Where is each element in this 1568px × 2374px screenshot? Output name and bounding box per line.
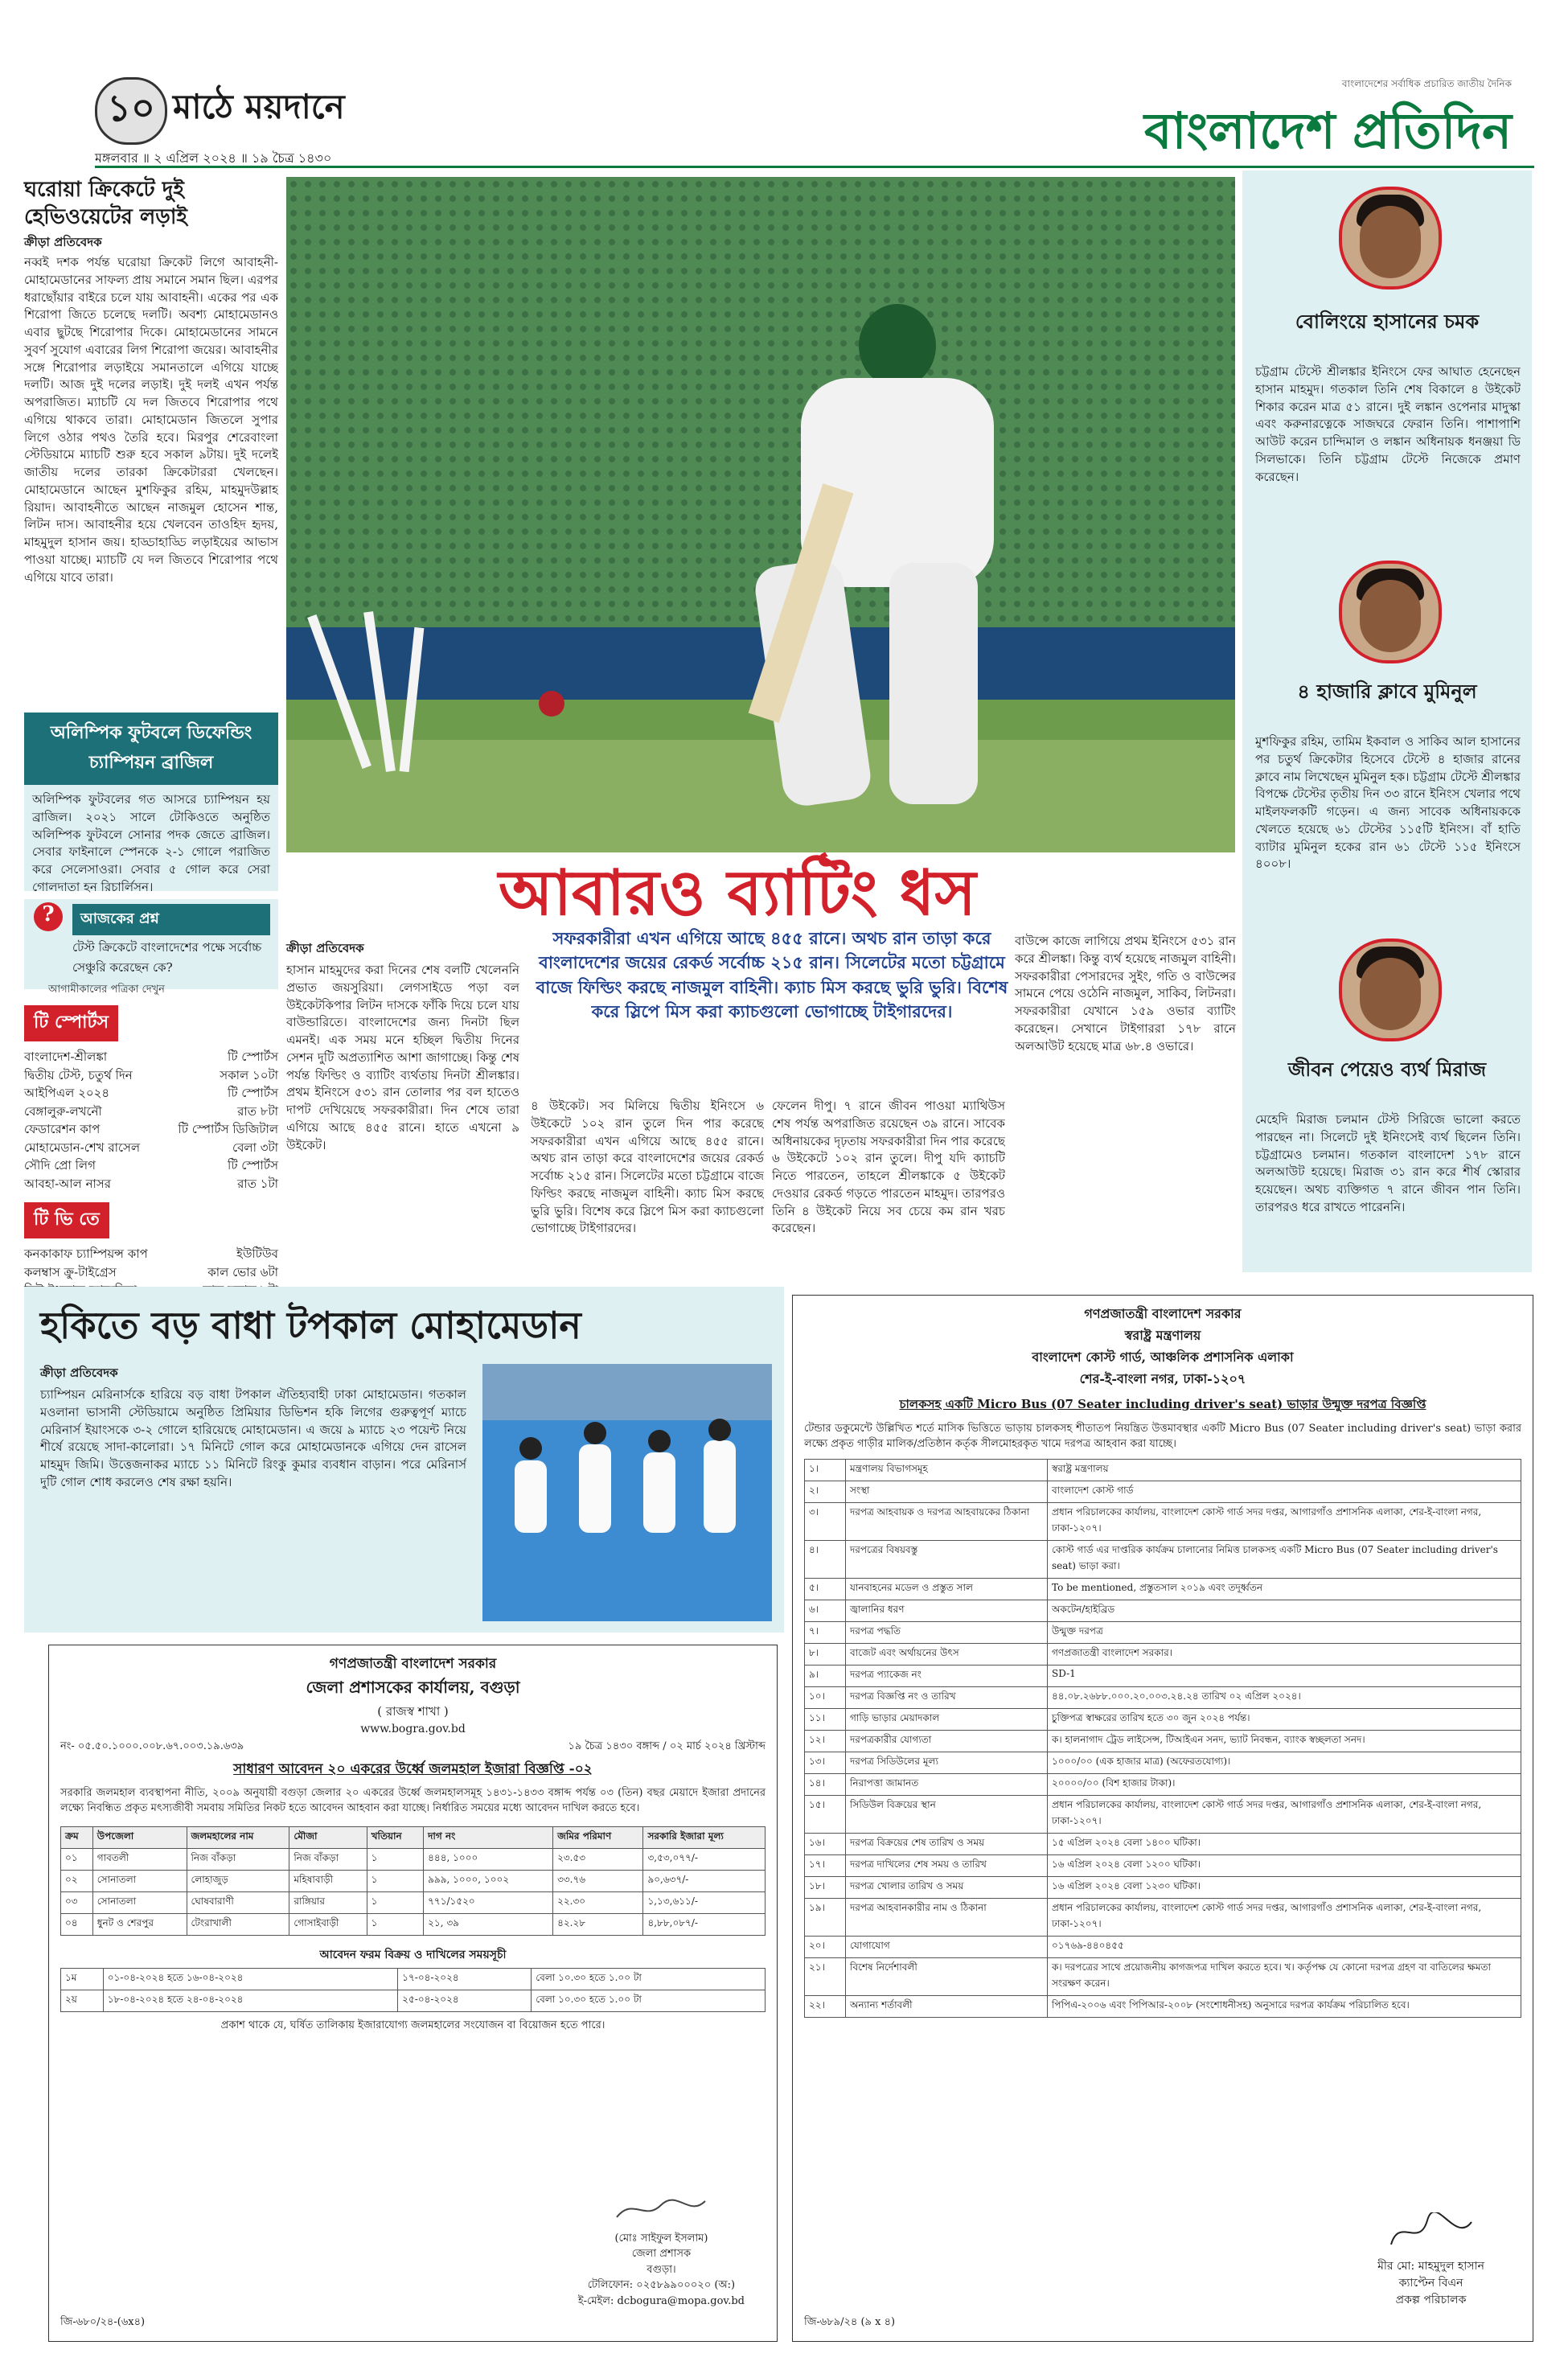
schedule-event: কলম্বাস ক্রু-টাইগ্রেস (24, 1264, 117, 1279)
row-number: ১। (805, 1459, 846, 1481)
table-cell: ১ (367, 1913, 423, 1935)
table-cell: বেলা ১০.৩০ হতে ১.০০ টা (532, 1990, 766, 2011)
table-cell: ০৪ (61, 1913, 93, 1935)
table-cell: গাবতলী (92, 1848, 187, 1870)
table-cell: ২৫-০৪-২০২৪ (398, 1990, 532, 2011)
table-row (805, 1773, 1521, 1795)
row-key: সংস্থা (846, 1481, 1048, 1502)
table-cell: নিজ বাঁকড়া (187, 1848, 289, 1870)
table-cell: বেলা ১০.৩০ হতে ১.০০ টা (532, 1968, 766, 1990)
row-key: নিরাপত্তা জামানত (846, 1773, 1048, 1795)
table-cell: ৩৩.৭৬ (553, 1870, 643, 1891)
table-cell: ৭৭১/১৫২০ (424, 1891, 553, 1913)
ad-l-sched-head: আবেদন ফরম বিক্রয় ও দাখিলের সময়সূচী (319, 1948, 507, 1961)
row-value: প্রধান পরিচালকের কার্যালয়, বাংলাদেশ কোস্ট গার্ড সদর দপ্তর, আগারগাঁও প্রশাসনিক এলাকা, শের-ই-বাংলা নগর, ঢাকা-১২০৭। (1048, 1502, 1521, 1540)
signature-icon (613, 2193, 709, 2225)
ad-r-sig-title: প্রকল্প পরিচালক (1395, 2294, 1467, 2306)
quiz-box (24, 899, 278, 996)
schedule-row (24, 1175, 278, 1193)
table-header-cell: মৌজা (289, 1826, 367, 1848)
table-cell: ১ (367, 1848, 423, 1870)
table-cell: টেংরাখালী (187, 1913, 289, 1935)
avatar-miraz (1339, 939, 1442, 1041)
story2-body: অলিম্পিক ফুটবলের গত আসরে চ্যাম্পিয়ন হয় ব্রাজিল। ২০২১ সালে টোকিওতে অনুষ্ঠিত অলিম্পিক ফুটবলে সোনার পদক জেতে ব্রাজিল। সেবার ফাইনালে স্পেনকে ২-১ গোলে পরাজিত করে সেলেসাওরা। সেবার ৫ গোল করে সেরা গোলদাতা হন রিচার্লিসন। (32, 792, 270, 894)
table-row (805, 1995, 1521, 2017)
table-row (61, 1913, 766, 1935)
table-header-cell: খতিয়ান (367, 1826, 423, 1848)
row-value: উন্মুক্ত দরপত্র (1048, 1621, 1521, 1643)
table-header-cell: দাগ নং (424, 1826, 553, 1848)
avatar-mominul (1339, 561, 1442, 663)
row-value: ৪৪.০৮.২৬৮৮.০০০.২০.০০৩.২৪.২৪ তারিখ ০২ এপ্রিল ২০২৪। (1048, 1686, 1521, 1708)
sidebar-body-2: মুশফিকুর রহিম, তামিম ইকবাল ও সাকিব আল হাসানের পর চতুর্থ ক্রিকেটার হিসেবে টেস্টে ৪ হাজার রানের ক্লাবে নাম লিখেছেন মুমিনুল হক। চট্টগ্রাম টেস্টে শ্রীলঙ্কার বিপক্ষে টেস্টের তৃতীয় দিন ৩৩ রানে ইনিংস খেলার পথে মাইলফলকটি গড়েন। এ জন্য সাবেক অধিনায়ককে খেলতে হয়েছে ৬১ টেস্টের ১১৫টি ইনিংস। বাঁ হাতি ব্যাটার মুমিনুল হকের রান ৬১ টেস্টে ১১৫ ইনিংসে ৪০০৮। (1255, 734, 1521, 872)
ad-l-title: সাধারণ আবেদন ২০ একরের উর্ধ্বে জলমহাল ইজারা বিজ্ঞপ্তি -০২ (233, 1761, 593, 1777)
table-cell: ২২.৩০ (553, 1891, 643, 1913)
row-key: দরপত্র আহবায়ক ও দরপত্র আহবায়কের ঠিকানা (846, 1502, 1048, 1540)
page-date: মঙ্গলবার ॥ ২ এপ্রিল ২০২৪ ॥ ১৯ চৈত্র ১৪৩০ (95, 150, 332, 166)
row-number: ১৫। (805, 1795, 846, 1833)
table-cell: ১ (367, 1891, 423, 1913)
schedule-channel: বেলা ৩টা (232, 1140, 278, 1155)
row-key: যানবাহনের মডেল ও প্রস্তুত সাল (846, 1578, 1048, 1600)
story2-headline[interactable]: অলিম্পিক ফুটবলে ডিফেন্ডিং চ্যাম্পিয়ন ব্রাজিল (24, 713, 278, 785)
sidebar-head-2[interactable]: ৪ হাজারি ক্লাবে মুমিনুল (1297, 680, 1477, 703)
lead-photo (286, 177, 1235, 852)
row-value: কোস্ট গার্ড এর দাপ্তরিক কার্যক্রম চালানোর নিমিত্ত চালকসহ একটি Micro Bus (07 Seater including driver's seat) ভাড়া করা। (1048, 1540, 1521, 1578)
table-cell: ৪২.২৮ (553, 1913, 643, 1935)
ad-r-sig-rank: ক্যাপ্টেন বিএন (1398, 2277, 1463, 2290)
table-row (805, 1898, 1521, 1936)
sidebar-body-1: চট্টগ্রাম টেস্টে শ্রীলঙ্কার ইনিংসে ফের আঘাত হেনেছেন হাসান মাহমুদ। গতকাল তিনি শেষ বিকালে ৪ উইকেট শিকার করেন মাত্র ৫১ রানে। দুই লঙ্কান ওপেনার মাদুস্কা এবং করুনারত্নেকে সাজঘরে ফেরান তিনি। পাশাপাশি আউট করেন চান্দিমাল ও লঙ্কান অধিনায়ক ধনঞ্জয়া ডি সিলভাকে। তিনি চট্টগ্রাম টেস্টে নিজেকে প্রমাণ করেছেন। (1255, 364, 1521, 484)
ad-r-addr: শের-ই-বাংলা নগর, ঢাকা-১২০৭ (1079, 1371, 1246, 1386)
schedule-channel: সকাল ১০টা (220, 1067, 278, 1082)
table-cell: লোহাজুড় (187, 1870, 289, 1891)
table-row (805, 1957, 1521, 1995)
ad-l-sig-place: বগুড়া। (646, 2263, 676, 2276)
row-value: চুক্তিপত্র স্বাক্ষরের তারিখ হতে ৩০ জুন ২০২৪ পর্যন্ত। (1048, 1708, 1521, 1730)
row-value: To be mentioned, প্রস্তুতসাল ২০১৯ এবং তদূর্ধ্বতন (1048, 1578, 1521, 1600)
schedule-channel: টি স্পোর্টস ডিজিটাল (178, 1122, 278, 1136)
tv-tag: টি স্পোর্টস (24, 1005, 118, 1041)
quiz-head: আজকের প্রশ্ন (72, 904, 270, 935)
table-row (805, 1600, 1521, 1621)
ad-l-code: জি-৬৮০/২৪-(৬x৪) (60, 2316, 146, 2328)
table-row (805, 1876, 1521, 1898)
ad-l-date2: ০২ মার্চ ২০২৪ খ্রিস্টাব্দ (669, 1740, 766, 1752)
schedule-channel: টি স্পোর্টস (228, 1086, 278, 1100)
row-key: দরপত্রের বিষয়বস্তু (846, 1540, 1048, 1578)
table-cell: রাঙ্গিয়ার (289, 1891, 367, 1913)
row-value: গণপ্রজাতন্ত্রী বাংলাদেশ সরকার। (1048, 1643, 1521, 1665)
lead-headline[interactable]: আবারও ব্যাটিং ধস (499, 856, 976, 930)
table-cell: ধুনট ও শেরপুর (92, 1913, 187, 1935)
sidebar-head-1[interactable]: বোলিংয়ে হাসানের চমক (1295, 310, 1480, 333)
row-key: সিডিউল বিক্রয়ের স্থান (846, 1795, 1048, 1833)
schedule-row (24, 1120, 278, 1139)
schedule-channel: কাল ভোর ৬টা (207, 1264, 278, 1279)
row-number: ৭। (805, 1621, 846, 1643)
row-key: গাড়ি ভাড়ার মেয়াদকাল (846, 1708, 1048, 1730)
row-number: ৩। (805, 1502, 846, 1540)
table-cell: নিজ বাঁকড়া (289, 1848, 367, 1870)
lead-byline: ক্রীড়া প্রতিবেদক (286, 941, 364, 955)
ad-l-office: জেলা প্রশাসকের কার্যালয়, বগুড়া (306, 1678, 520, 1697)
ad-r-ministry: স্বরাষ্ট্র মন্ত্রণালয় (1124, 1328, 1201, 1343)
row-key: দরপত্র বিক্রয়ের শেষ তারিখ ও সময় (846, 1833, 1048, 1854)
schedule-channel: টি স্পোর্টস (228, 1158, 278, 1173)
row-number: ১৯। (805, 1898, 846, 1936)
section-title: মাঠে ময়দানে (173, 87, 345, 126)
story1-headline[interactable]: ঘরোয়া ক্রিকেটে দুই হেভিওয়েটের লড়াই (24, 178, 187, 229)
schedule-row (24, 1048, 278, 1066)
table-cell: ০১ (61, 1848, 93, 1870)
ad-r-sig-name: মীর মো: মাহমুদুল হাসান (1377, 2260, 1484, 2273)
row-number: ১৭। (805, 1854, 846, 1876)
row-key: মন্ত্রণালয় বিভাগসমূহ (846, 1459, 1048, 1481)
row-value: স্বরাষ্ট্র মন্ত্রণালয় (1048, 1459, 1521, 1481)
schedule-event: মোহামেডান-শেখ রাসেল (24, 1140, 141, 1155)
table-row (805, 1502, 1521, 1540)
row-value: ১৬ এপ্রিল ২০২৪ বেলা ১২০০ ঘটিকা। (1048, 1854, 1521, 1876)
table-header-cell: ক্রম (61, 1826, 93, 1848)
row-number: ৪। (805, 1540, 846, 1578)
ad-r-intro: টেন্ডার ডকুমেন্টে উল্লিখিত শর্তে মাসিক ভিত্তিতে ভাড়ায় চালকসহ শীতাতপ নিয়ন্ত্রিত উত্তমাবস্থার একটি Micro Bus (07 Seater including driver's seat) ভাড়া করার লক্ষ্যে প্রকৃত গাড়ীর মালিক/প্রতিষ্ঠান কর্তৃক সীলমোহরকৃত খামে দরপত্র আহবান করা যাচ্ছে। (804, 1423, 1521, 1450)
schedule-channel: রাত ১টা (237, 1176, 278, 1191)
row-value: ক। হালনাগাদ ট্রেড লাইসেন্স, টিআইএন সনদ, ভ্যাট নিবন্ধন, ব্যাংক স্বচ্ছলতা সনদ। (1048, 1730, 1521, 1752)
table-cell: সোনাতলা (92, 1891, 187, 1913)
ad-l-sig-title: জেলা প্রশাসক (631, 2248, 692, 2260)
table-row (805, 1708, 1521, 1730)
ad-r-org: গণপ্রজাতন্ত্রী বাংলাদেশ সরকার (1084, 1306, 1242, 1321)
row-key: দরপত্র বিজ্ঞপ্তি নং ও তারিখ (846, 1686, 1048, 1708)
schedule-channel: রাত ৮টা (237, 1103, 278, 1119)
table-header-cell: জমির পরিমাণ (553, 1826, 643, 1848)
lead-col2: ৪ উইকেট। সব মিলিয়ে দ্বিতীয় ইনিংসে ৬ উইকেটে ১০২ রান তুলে দিন পার করেছে সফরকারীরা এখন এগিয়ে আছে ৪৫৫ রানে। অথচ রান তাড়া করে বাংলাদেশের জয়ের রেকর্ড সর্বোচ্চ ২১৫ রান। সিলেটের মতো চট্টগ্রামে বাজে ফিল্ডিং করছে নাজমুল বাহিনী। ক্যাচ মিস করছে ভুরি ভুরি। বিশেষ করে স্লিপে মিস করা ক্যাচগুলো ভোগাচ্ছে টাইগারদের। (531, 1099, 764, 1236)
hockey-body: চ্যাম্পিয়ন মেরিনার্সকে হারিয়ে বড় বাধা টপকাল ঐতিহ্যবাহী ঢাকা মোহামেডান। গতকাল মওলানা ভাসানী স্টেডিয়ামে অনুষ্ঠিত প্রিমিয়ার ডিভিশন হকি লিগের গুরুত্বপূর্ণ ম্যাচে মেরিনার্স ইয়াংসকে ৩-২ গোলে হারিয়েছে মোহামেডান। এ জয়ে ৯ ম্যাচে ২৩ পয়েন্ট নিয়ে শীর্ষে রয়েছে সাদা-কালোরা। ১৭ মিনিটে গোল করে মোহামেডানকে এগিয়ে দেন রাসেল মাহমুদ জিমি। উত্তেজনাকর ম্যাচে ১১ মিনিটে রিংকু কুমার ব্যবধান বাড়ান। পরে মেরিনার্স দুটি গোল শোধ করলেও শেষ রক্ষা হয়নি। (40, 1387, 466, 1489)
schedule-event: কনকাকাফ চ্যাম্পিয়ন্স কাপ (24, 1247, 148, 1261)
schedule-event: দ্বিতীয় টেস্ট, চতুর্থ দিন (24, 1067, 133, 1082)
table-row (805, 1665, 1521, 1686)
quiz-question: টেস্ট ক্রিকেটে বাংলাদেশের পক্ষে সর্বোচ্চ সেঞ্চুরি করেছেন কে? (72, 940, 262, 975)
table-cell: ২৩.৫৩ (553, 1848, 643, 1870)
table-header-cell: উপজেলা (92, 1826, 187, 1848)
table-cell: গোসাইবাড়ী (289, 1913, 367, 1935)
table-row (805, 1686, 1521, 1708)
table-cell: মহিষাবাড়ী (289, 1870, 367, 1891)
table-row (805, 1795, 1521, 1833)
table-cell: ২য় (61, 1990, 104, 2011)
row-number: ১১। (805, 1708, 846, 1730)
ad-r-title: চালকসহ একটি Micro Bus (07 Seater including driver's seat) ভাড়ার উন্মুক্ত দরপত্র বিজ্ঞপ্তি (899, 1397, 1426, 1411)
row-key: দরপত্র আহবানকারীর নাম ও ঠিকানা (846, 1898, 1048, 1936)
row-value: অকটেন/হাইব্রিড (1048, 1600, 1521, 1621)
table-row (805, 1621, 1521, 1643)
schedule-row (24, 1103, 278, 1121)
hockey-headline[interactable]: হকিতে বড় বাধা টপকাল মোহামেডান (40, 1304, 581, 1347)
ad-l-sig-name: (মোঃ সাইফুল ইসলাম) (614, 2232, 708, 2245)
row-number: ১৪। (805, 1773, 846, 1795)
table-cell: ৪৪৪, ১০০০ (424, 1848, 553, 1870)
row-number: ৮। (805, 1643, 846, 1665)
ad-bogura: গণপ্রজাতন্ত্রী বাংলাদেশ সরকার জেলা প্রশাসকের কার্যালয়, বগুড়া ( রাজস্ব শাখা ) www.bogra.gov.bd নং- ০৫.৫০.১০০০.০০৮.৬৭.০০৩.১৯.৬৩৯ ১৯ চৈত্র ১৪৩০ বঙ্গাব্দ / ০২ মার্চ ২০২৪ খ্রিস্টাব্দ সাধারণ আবেদন ২০ একরের উর্ধ্বে জলমহাল ইজারা বিজ্ঞপ্তি -০২ সরকারি জলমহাল ব্যবস্থাপনা নীতি, ২০০৯ অনুযায়ী বগুড়া জেলার ২০ একরের উর্ধ্বে জলমহালসমূহ ১৪৩১-১৪৩৩ বঙ্গাব্দ পর্যন্ত ০৩ (তিন) বছর মেয়াদে ইজারা প্রদানের লক্ষ্যে নিবন্ধিত প্রকৃত মৎস্যজীবী সমবায় সমিতির নিকট হতে আবেদন আহবান করা যাচ্ছে। নির্ধারিত সময়ের মধ্যে আবেদন দাখিল করতে হবে। ক্রম উপজেলা জলমহালের নাম মৌজা খতিয়ান দাগ নং জমির পরিমাণ সরকারি ইজারা মূল্য ০১ গাবতলী নিজ বাঁকড়া নিজ বাঁকড়া ১ ৪৪৪, ১০০০ ২৩.৫৩ ৩,৫৩,০৭৭/- ০২ সোনাতলা লোহাজুড় মহিষাবাড়ী ১ ৯৯৯, ১০০০, ১০০২ ৩৩.৭৬ ৯০,৬৩৭/- ০৩ সোনাতলা ঘোষবারাণী রাঙ্গিয়ার ১ ৭৭১/১৫২০ ২২.৩০ ১,১৩,৬১১/- ০৪ ধুনট ও শেরপুর টেংরাখালী গোসাইবাড়ী ১ ২১, ৩৯ ৪২.২৮ ৪,৮৮,০৮৭/- আবেদন ফরম বিক্রয় ও দাখিলের সময়সূচী ১ম ০১-০৪-২০২৪ হতে ১৬-০৪-২০২৪ ১৭-০৪-২০২৪ বেলা ১০.৩০ হতে ১.০০ টা ২য় ১৮-০৪-২০২৪ হতে ২৪-০৪-২০২৪ ২৫-০৪-২০২৪ বেলা ১০.৩০ হতে ১.০০ টা প্রকাশ থাকে যে, ঘর্ষিত তালিকায় ইজারাযোগ্য জলমহালের সংযোজন বা বিয়োজন হতে পারে। (মোঃ সাইফুল ইসলাম) জেলা প্রশাসক বগুড়া। টেলিফোন: ০২৫৮৯৯০০০২০ (অ:) ই-মেইল: dcbogura@mopa.gov.bd জি-৬৮০/২৪-(৬x৪) (48, 1645, 778, 2342)
lead-deck: সফরকারীরা এখন এগিয়ে আছে ৪৫৫ রানে। অথচ রান তাড়া করে বাংলাদেশের জয়ের রেকর্ড সর্বোচ্চ ২১৫ রান। সিলেটের মতো চট্টগ্রামে বাজে ফিল্ডিং করছে নাজমুল বাহিনী। ক্যাচ মিস করছে ভুরি ভুরি। বিশেষ করে স্লিপে মিস করা ক্যাচগুলো ভোগাচ্ছে টাইগারদের। (536, 928, 1008, 1022)
ad-l-org: গণপ্রজাতন্ত্রী বাংলাদেশ সরকার (329, 1656, 497, 1672)
signature-icon (1383, 2212, 1480, 2253)
row-key: যোগাযোগ (846, 1936, 1048, 1957)
tv2-tag: টি ভি তে (24, 1202, 109, 1238)
row-key: দরপত্র সিডিউলের মূল্য (846, 1752, 1048, 1773)
row-key: দরপত্র প্যাকেজ নং (846, 1665, 1048, 1686)
table-row (805, 1643, 1521, 1665)
table-row (805, 1854, 1521, 1876)
table-row (805, 1481, 1521, 1502)
row-value: SD-1 (1048, 1665, 1521, 1686)
table-row (61, 1968, 766, 1990)
table-cell: ১৮-০৪-২০২৪ হতে ২৪-০৪-২০২৪ (103, 1990, 397, 2011)
row-value: ক। দরপত্রের সাথে প্রয়োজনীয় কাগজপত্র দাখিল করতে হবে। খ। কর্তৃপক্ষ যে কোনো দরপত্র গ্রহণ বা বাতিলের ক্ষমতা সংরক্ষণ করেন। (1048, 1957, 1521, 1995)
row-value: প্রধান পরিচালকের কার্যালয়, বাংলাদেশ কোস্ট গার্ড সদর দপ্তর, আগারগাঁও প্রশাসনিক এলাকা, শের-ই-বাংলা নগর, ঢাকা-১২০৭। (1048, 1795, 1521, 1833)
schedule-row (24, 1263, 278, 1282)
row-number: ১৬। (805, 1833, 846, 1854)
question-icon: ? (34, 902, 63, 931)
lead-col3: ফেলেন দীপু। ৭ রানে জীবন পাওয়া ম্যাথিউস শেষ পর্যন্ত অপরাজিত রয়েছেন ৩৯ রানে। সাবেক অধিনায়কের দৃঢ়তায় সফরকারীরা দিন পার করেছে ৬ উইকেটে ১০২ রান তুলে। দীপু যদি ক্যাচটি নিতে পারতেন, তাহলে শ্রীলঙ্কাকে ৫ উইকেট দেওয়ার রেকর্ড গড়তে পারতেন মাহমুদ। তারপরও তিনি ৪ উইকেট নিয়ে সব চেয়ে কম রান খরচ করেছেন। (772, 1099, 1005, 1236)
row-value: ২০০০০/০০ (বিশ হাজার টাকা)। (1048, 1773, 1521, 1795)
table-cell: ০২ (61, 1870, 93, 1891)
row-value: পিপিএ-২০০৬ এবং পিপিআর-২০০৮ (সংশোধনীসহ) অনুসারে দরপত্র কার্যক্রম পরিচালিত হবে। (1048, 1995, 1521, 2017)
row-key: দরপত্র পদ্ধতি (846, 1621, 1048, 1643)
header-rule (95, 166, 1534, 168)
ad-l-phone: টেলিফোন: ০২৫৮৯৯০০০২০ (অ:) (587, 2279, 736, 2291)
row-value: বাংলাদেশ কোস্ট গার্ড (1048, 1481, 1521, 1502)
table-row (805, 1833, 1521, 1854)
row-number: ১৮। (805, 1876, 846, 1898)
schedule-event: বেঙ্গালুরু-লখনৌ (24, 1103, 102, 1119)
table-cell: ১ (367, 1870, 423, 1891)
table-row (805, 1936, 1521, 1957)
cricket-batsman-bowled-image (286, 177, 1235, 852)
hockey-byline: ক্রীড়া প্রতিবেদক (40, 1366, 118, 1380)
row-number: ৬। (805, 1600, 846, 1621)
ad-l-email[interactable]: ই-মেইল: dcbogura@mopa.gov.bd (577, 2294, 745, 2307)
table-cell: ৩,৫৩,০৭৭/- (643, 1848, 766, 1870)
ad-coast-guard (792, 1295, 1533, 2342)
row-number: ২। (805, 1481, 846, 1502)
table-header-cell: সরকারি ইজারা মূল্য (643, 1826, 766, 1848)
masthead-title: বাংলাদেশ প্রতিদিন (1144, 101, 1512, 160)
ad-l-web[interactable]: www.bogra.gov.bd (360, 1723, 466, 1735)
row-key: অন্যান্য শর্তাবলী (846, 1995, 1048, 2017)
table-row (805, 1730, 1521, 1752)
ad-r-table (804, 1459, 1521, 2018)
table-cell: ৪,৮৮,০৮৭/- (643, 1913, 766, 1935)
table-cell: ২১, ৩৯ (424, 1913, 553, 1935)
schedule-event: আইপিএল ২০২৪ (24, 1086, 110, 1100)
ad-l-date1: ১৯ চৈত্র ১৪৩০ বঙ্গাব্দ (568, 1740, 660, 1752)
lead-col1: হাসান মাহমুদের করা দিনের শেষ বলটি খেলেননি প্রভাত জয়সুরিয়া। লেগসাইডে পড়া বল উইকেটকিপার লিটন দাসকে ফাঁকি দিয়ে চলে যায় বাউন্ডারিতে। বাংলাদেশের জন্য দিনটা ছিল এমনই। এক সময় মনে হচ্ছিল দ্বিতীয় দিনের সেশন দুটি অপ্রত্যাশিত আশা জাগাচ্ছে। কিন্তু শেষ পর্যন্ত ফিল্ডিং ও ব্যাটিং ব্যর্থতায় দিনটা শ্রীলঙ্কার। প্রথম ইনিংসে ৫৩১ রান তোলার পর বল হাতেও দাপট দেখিয়েছে সফরকারীরা। দিন শেষে তারা এগিয়ে আছে ৪৫৫ রানে। হাতে এখনো ৯ উইকেট। (286, 963, 519, 1152)
table-cell: সোনাতলা (92, 1870, 187, 1891)
quiz-note: আগামীকালের পত্রিকা দেখুন (48, 984, 165, 996)
row-number: ৯। (805, 1665, 846, 1686)
table-row (61, 1848, 766, 1870)
lead-col4: বাউন্সে কাজে লাগিয়ে প্রথম ইনিংসে ৫৩১ রান করে শ্রীলঙ্কা। কিন্তু ব্যর্থ হয়েছে নাজমুল বাহিনী। সফরকারীরা পেসারদের সুইং, গতি ও বাউন্সের সামনে পেয়ে ওঠেনি নাজমুল, সাকিব, লিটনরা। সফরকারীরা যেখানে ১৫৯ ওভার ব্যাটিং করেছেন। সেখানে টাইগাররা ১৭৮ রানে অলআউট হয়েছে মাত্র ৬৮.৪ ওভারে। (1015, 934, 1236, 1054)
hockey-players-image (482, 1364, 772, 1621)
row-key: জ্বালানির ধরণ (846, 1600, 1048, 1621)
table-header-row (61, 1826, 766, 1848)
row-value: ১০০০/০০ (এক হাজার মাত্র) (অফেরতযোগ্য)। (1048, 1752, 1521, 1773)
table-cell: ৯৯৯, ১০০০, ১০০২ (424, 1870, 553, 1891)
table-cell: ১,১৩,৬১১/- (643, 1891, 766, 1913)
table-cell: ০৩ (61, 1891, 93, 1913)
schedule-row (24, 1084, 278, 1103)
schedule-channel: টি স্পোর্টস (228, 1049, 278, 1064)
row-number: ১৩। (805, 1752, 846, 1773)
table-row (61, 1891, 766, 1913)
ad-l-footer: প্রকাশ থাকে যে, ঘর্ষিত তালিকায় ইজারাযোগ্য জলমহালের সংযোজন বা বিয়োজন হতে পারে। (220, 2019, 605, 2031)
table-row (805, 1459, 1521, 1481)
ad-l-sched-table (60, 1968, 766, 2012)
row-number: ১২। (805, 1730, 846, 1752)
row-value: প্রধান পরিচালকের কার্যালয়, বাংলাদেশ কোস্ট গার্ড সদর দপ্তর, আগারগাঁও প্রশাসনিক এলাকা, শের-ই-বাংলা নগর, ঢাকা-১২০৭। (1048, 1898, 1521, 1936)
schedule-channel: ইউটিউব (236, 1247, 278, 1261)
schedule-row (24, 1156, 278, 1175)
page-number: ১০ (95, 77, 167, 145)
story2-box (24, 713, 278, 894)
masthead-tagline: বাংলাদেশের সর্বাধিক প্রচারিত জাতীয় দৈনিক (1341, 78, 1512, 89)
ad-l-body: সরকারি জলমহাল ব্যবস্থাপনা নীতি, ২০০৯ অনুযায়ী বগুড়া জেলার ২০ একরের উর্ধ্বে জলমহালসমূহ ১৪৩১-১৪৩৩ বঙ্গাব্দ পর্যন্ত ০৩ (তিন) বছর মেয়াদে ইজারা প্রদানের লক্ষ্যে নিবন্ধিত প্রকৃত মৎস্যজীবী সমবায় সমিতির নিকট হতে আবেদন আহবান করা যাচ্ছে। নির্ধারিত সময়ের মধ্যে আবেদন দাখিল করতে হবে। (60, 1787, 766, 1814)
schedule-row (24, 1139, 278, 1157)
schedule-row (24, 1245, 278, 1263)
row-value: ১৬ এপ্রিল ২০২৪ বেলা ১২৩০ ঘটিকা। (1048, 1876, 1521, 1898)
row-key: বাজেট এবং অর্থায়নের উৎস (846, 1643, 1048, 1665)
sidebar-head-3[interactable]: জীবন পেয়েও ব্যর্থ মিরাজ (1287, 1058, 1487, 1081)
table-cell: ১ম (61, 1968, 104, 1990)
tv-rows (24, 1048, 278, 1193)
avatar-hasan (1339, 187, 1442, 290)
row-key: দরপত্র খোলার তারিখ ও সময় (846, 1876, 1048, 1898)
ad-r-code: জি-৬৮৯/২৪ (৯ x ৪) (804, 2316, 896, 2328)
schedule-event: ফেডারেশন কাপ (24, 1122, 101, 1136)
row-number: ৫। (805, 1578, 846, 1600)
masthead[interactable] (1144, 77, 1512, 176)
row-value: ০১৭৬৯-৪৪০৪৫৫ (1048, 1936, 1521, 1957)
story1-byline: ক্রীড়া প্রতিবেদক (24, 235, 102, 249)
tv-schedule (24, 1005, 278, 1300)
sidebar-body-3: মেহেদি মিরাজ চলমান টেস্ট সিরিজে ভালো করতে পারছেন না। সিলেটে দুই ইনিংসেই ব্যর্থ ছিলেন তিনি। চট্টগ্রামেও চলমান। গতকাল বাংলাদেশ ১৭৮ রানে অলআউট হয়েছে। মিরাজ ৩১ রান করে শীর্ষ স্কোরার হয়েছেন। অথচ ব্যক্তিগত ৭ রানে জীবন পান তিনি। তারপরও ধরে রাখতে পারেননি। (1255, 1112, 1521, 1214)
ad-l-branch: ( রাজস্ব শাখা ) (377, 1704, 449, 1719)
schedule-event: সৌদি প্রো লিগ (24, 1158, 96, 1173)
row-key: বিশেষ নির্দেশাবলী (846, 1957, 1048, 1995)
row-key: দরপত্রকারীর যোগ্যতা (846, 1730, 1048, 1752)
table-header-cell: জলমহালের নাম (187, 1826, 289, 1848)
table-row (61, 1990, 766, 2011)
table-row (61, 1870, 766, 1891)
table-cell: ঘোষবারাণী (187, 1891, 289, 1913)
row-number: ২১। (805, 1957, 846, 1995)
schedule-event: আবহা-আল নাসর (24, 1176, 112, 1191)
row-value: ১৫ এপ্রিল ২০২৪ বেলা ১৪০০ ঘটিকা। (1048, 1833, 1521, 1854)
schedule-event: বাংলাদেশ-শ্রীলঙ্কা (24, 1049, 108, 1064)
story1-body: নব্বই দশক পর্যন্ত ঘরোয়া ক্রিকেট লিগে আবাহনী-মোহামেডানের সাফল্য প্রায় সমানে সমান ছিল। এরপর ধরাছোঁয়ার বাইরে চলে যায় আবাহনী। একের পর এক শিরোপা জিতে চলেছে দলটি। অবশ্য মোহামেডানও এবার ছুটছে শিরোপার দিকে। মোহামেডানের সামনে সুবর্ণ সুযোগ এবারের লিগ শিরোপা জয়ের। আবাহনীর সঙ্গে শিরোপার লড়াইয়ে সমানতালে এগিয়ে যাচ্ছে দলটি। আজ দুই দলের লড়াই। দুই দলই এখন পর্যন্ত অপরাজিত। ম্যাচটি যে দল জিতবে শিরোপার পথে এগিয়ে থাকবে তারা। মোহামেডান জিতলে সুপার লিগে ওঠার পথও তৈরি হবে। মিরপুর শেরেবাংলা স্টেডিয়ামে ম্যাচটি শুরু হবে সকাল ৯টায়। দুই দলেই জাতীয় দলের তারকা ক্রিকেটাররা খেলছেন। মোহামেডানে আছেন মুশফিকুর রহিম, মাহমুদউল্লাহ রিয়াদ। আবাহনীতে আছেন নাজমুল হোসেন শান্ত, লিটন দাস। আবাহনীর হয়ে খেলবেন তাওহিদ হৃদয়, মাহমুদুল হাসান জয়। হাড্ডাহাড্ডি লড়াইয়ের আভাস পাওয়া যাচ্ছে। ম্যাচটি যে দল জিতবে শিরোপার পথে এগিয়ে যাবে তারা। (24, 255, 278, 585)
ad-l-memo: নং- ০৫.৫০.১০০০.০০৮.৬৭.০০৩.১৯.৬৩৯ (60, 1740, 244, 1752)
ad-l-table (60, 1826, 766, 1936)
row-key: দরপত্র দাখিলের শেষ সময় ও তারিখ (846, 1854, 1048, 1876)
table-row (805, 1752, 1521, 1773)
hockey-box (24, 1287, 784, 1633)
table-cell: ০১-০৪-২০২৪ হতে ১৬-০৪-২০২৪ (103, 1968, 397, 1990)
ad-r-office: বাংলাদেশ কোস্ট গার্ড, আঞ্চলিক প্রশাসনিক এলাকা (1032, 1349, 1294, 1365)
row-number: ১০। (805, 1686, 846, 1708)
table-row (805, 1578, 1521, 1600)
row-number: ২০। (805, 1936, 846, 1957)
sidebar-panel (1242, 170, 1532, 1272)
table-cell: ৯০,৬৩৭/- (643, 1870, 766, 1891)
table-cell: ১৭-০৪-২০২৪ (398, 1968, 532, 1990)
schedule-row (24, 1066, 278, 1085)
table-row (805, 1540, 1521, 1578)
row-number: ২২। (805, 1995, 846, 2017)
